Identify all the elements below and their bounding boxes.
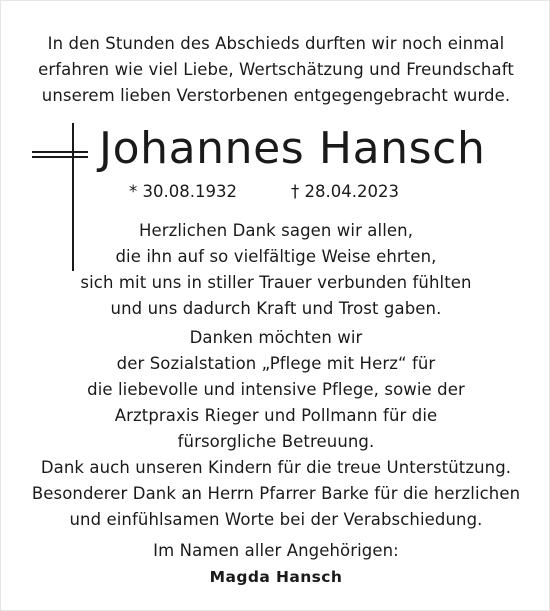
- thanks-line: und uns dadurch Kraft und Trost gaben.: [110, 299, 442, 318]
- thanks-general-paragraph: [1, 218, 550, 322]
- thanks-line: Herzlichen Dank sagen wir allen,: [138, 221, 414, 240]
- thanks-line: und einfühlsamen Worte bei der Verabschiedung.: [69, 510, 483, 529]
- intro-line: unserem lieben Verstorbenen entgegengebracht wurde.: [41, 86, 511, 105]
- thanks-line: der Sozialstation „Pflege mit Herz“ für: [116, 354, 436, 373]
- thanks-care-paragraph: [1, 325, 550, 455]
- thanks-line: Arztpraxis Rieger und Pollmann für die: [114, 406, 438, 425]
- death-date: † 28.04.2023: [291, 182, 399, 201]
- thanks-line: Besonderer Dank an Herrn Pfarrer Barke für die herzlichen: [31, 484, 521, 503]
- intro-paragraph: [1, 31, 550, 109]
- thanks-line: die liebevolle und intensive Pflege, sowie der: [87, 380, 465, 399]
- deceased-name: Johannes Hansch: [99, 123, 486, 174]
- intro-line: erfahren wie viel Liebe, Wertschätzung und Freundschaft: [38, 60, 514, 79]
- thanks-line: Dank auch unseren Kindern für die treue Unterstützung.: [40, 458, 512, 477]
- signer-name: Magda Hansch: [209, 568, 343, 586]
- thanks-line: die ihn auf so vielfältige Weise ehrten,: [115, 247, 437, 266]
- birth-date: * 30.08.1932: [129, 182, 237, 201]
- closing-block: [1, 538, 550, 590]
- intro-line: In den Stunden des Abschieds durften wir noch einmal: [47, 34, 505, 53]
- thanks-line: Danken möchten wir: [189, 328, 363, 347]
- thanks-family-paragraph: [1, 455, 550, 533]
- thanks-line: sich mit uns in stiller Trauer verbunden fühlten: [80, 273, 472, 292]
- thanks-line: fürsorgliche Betreuung.: [177, 432, 375, 451]
- closing-line: Im Namen aller Angehörigen:: [153, 541, 399, 560]
